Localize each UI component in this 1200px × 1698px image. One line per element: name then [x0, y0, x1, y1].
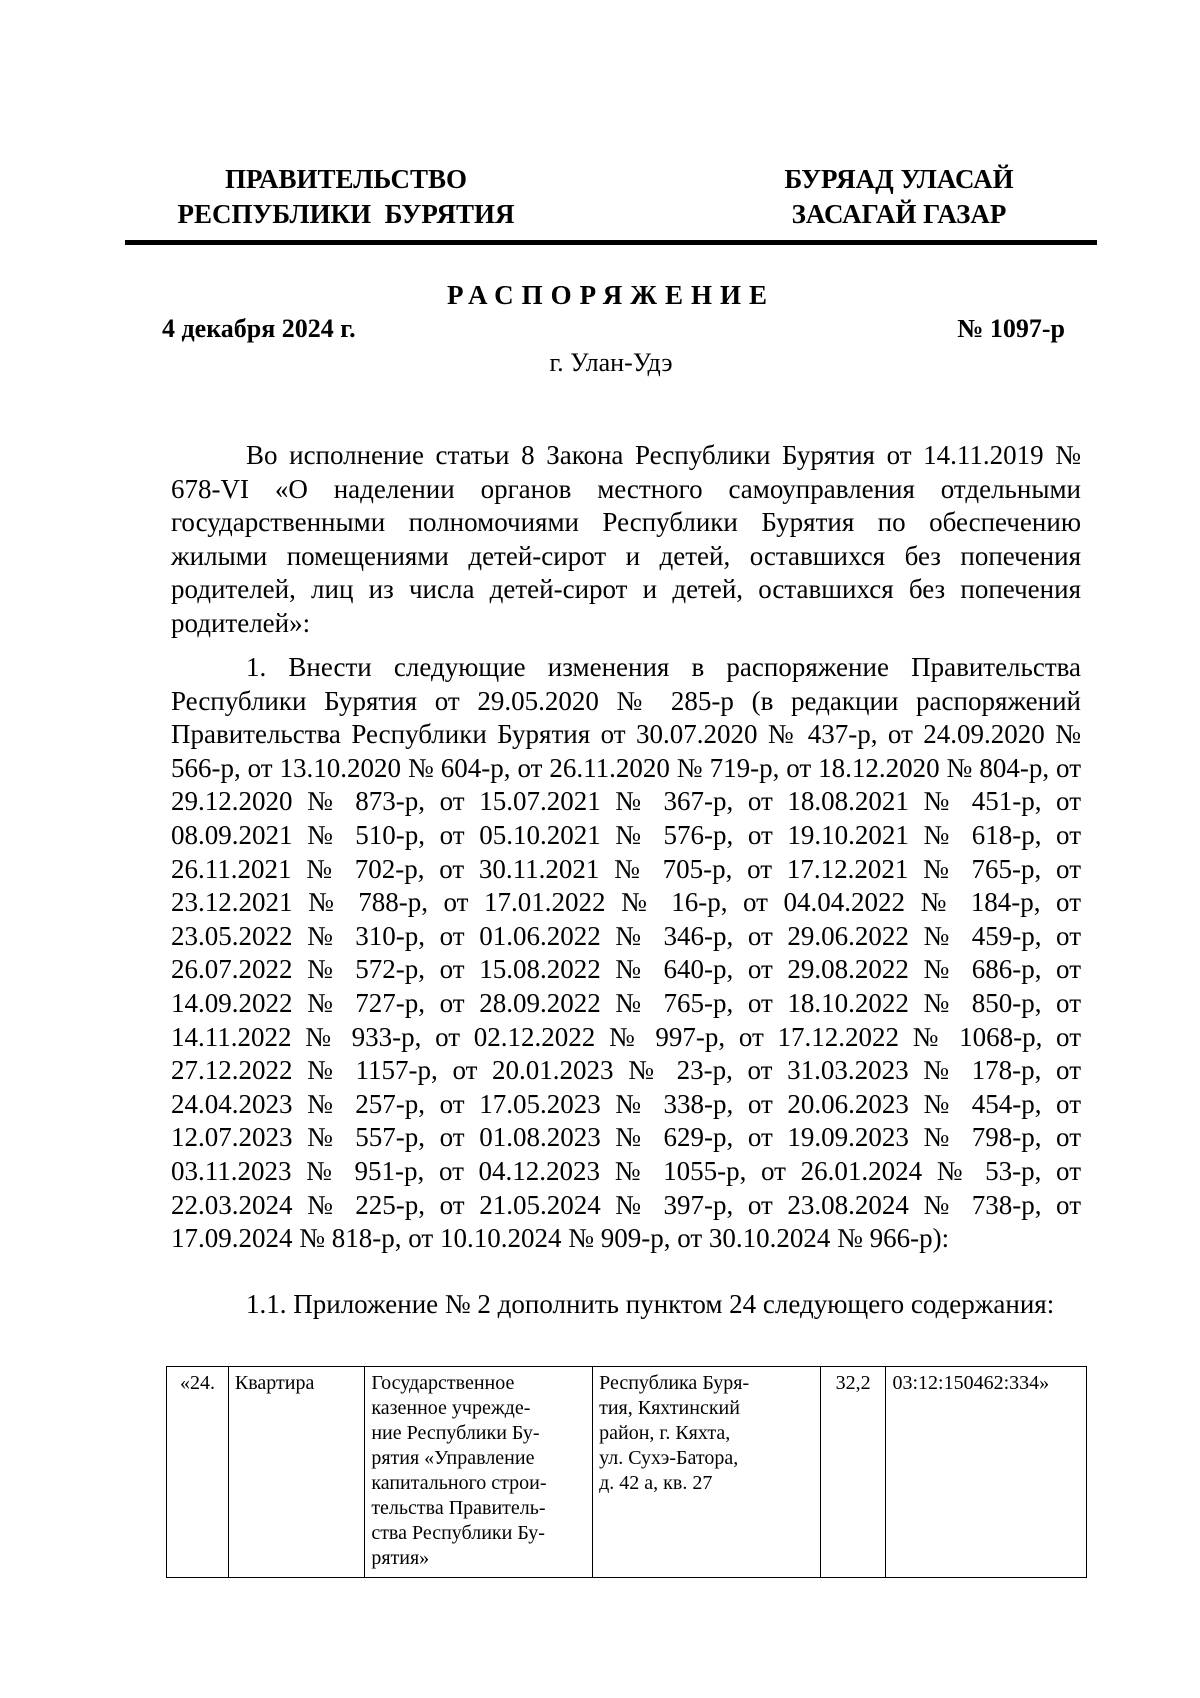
owner-line: капитального строи-	[371, 1472, 547, 1494]
document-city: г. Улан-Удэ	[549, 348, 673, 377]
owner-line: рятия»	[371, 1547, 430, 1569]
address-line: д. 42 а, кв. 27	[599, 1472, 713, 1494]
owner-line: рятия «Управление	[371, 1447, 535, 1469]
document-date: 4 декабря 2024 г.	[162, 314, 356, 343]
cell-type: Квартира	[228, 1367, 364, 1578]
cell-owner	[365, 1367, 593, 1578]
cell-number: «24.	[167, 1367, 229, 1578]
owner-line: ства Республики Бу-	[371, 1522, 545, 1544]
owner-line: тельства Правитель-	[371, 1497, 546, 1519]
cell-address	[593, 1367, 821, 1578]
document-title: РАСПОРЯЖЕНИЕ	[446, 280, 776, 310]
header-left-line2: РЕСПУБЛИКИ БУРЯТИЯ	[177, 199, 515, 229]
address-line: тия, Кяхтинский	[599, 1397, 740, 1419]
cell-area: 32,2	[820, 1367, 886, 1578]
header-divider	[125, 240, 1097, 245]
address-line: район, г. Кяхта,	[599, 1422, 731, 1444]
header-left	[158, 162, 534, 232]
header-right	[742, 162, 1056, 232]
header-right-line1: БУРЯАД УЛАСАЙ	[784, 164, 1014, 194]
item-1-paragraph: 1. Внести следующие изменения в распоряжение Правительства Республики Бурятия от 29.05.2020 № 285-р (в редакции распоряжений Правительства Республики Бурятия от 30.07.2020 № 437-р, от 24.09.2020 № 566-р, от 13.10.2020 № 604-р, от 26.11.2020 № 719-р, от 18.12.2020 № 804-р, от 29.12.2020 № 873-р, от 15.07.2021 № 367-р, от 18.08.2021 № 451-р, от 08.09.2021 № 510-р, от 05.10.2021 № 576-р, от 19.10.2021 № 618-р, от 26.11.2021 № 702-р, от 30.11.2021 № 705-р, от 17.12.2021 № 765-р, от 23.12.2021 № 788-р, от 17.01.2022 № 16-р, от 04.04.2022 № 184-р, от 23.05.2022 № 310-р, от 01.06.2022 № 346-р, от 29.06.2022 № 459-р, от 26.07.2022 № 572-р, от 15.08.2022 № 640-р, от 29.08.2022 № 686-р, от 14.09.2022 № 727-р, от 28.09.2022 № 765-р, от 18.10.2022 № 850-р, от 14.11.2022 № 933-р, от 02.12.2022 № 997-р, от 17.12.2022 № 1068-р, от 27.12.2022 № 1157-р, от 20.01.2023 № 23-р, от 31.03.2023 № 178-р, от 24.04.2023 № 257-р, от 17.05.2023 № 338-р, от 20.06.2023 № 454-р, от 12.07.2023 № 557-р, от 01.08.2023 № 629-р, от 19.09.2023 № 798-р, от 03.11.2023 № 951-р, от 04.12.2023 № 1055-р, от 26.01.2024 № 53-р, от 22.03.2024 № 225-р, от 21.05.2024 № 397-р, от 23.08.2024 № 738-р, от 17.09.2024 № 818-р, от 10.10.2024 № 909-р, от 30.10.2024 № 966-р):	[171, 652, 1081, 1254]
item-1-1-paragraph: 1.1. Приложение № 2 дополнить пунктом 24 следующего содержания:	[246, 1289, 1055, 1319]
table-row	[167, 1367, 1087, 1578]
preamble-paragraph: Во исполнение статьи 8 Закона Республики Бурятия от 14.11.2019 № 678-VI «О наделении органов местного самоуправления отдельными государственными полномочиями Республики Бурятия по обеспечению жилыми помещениями детей-сирот и детей, оставшихся без попечения родителей, лиц из числа детей-сирот и детей, оставшихся без попечения родителей»:	[171, 440, 1081, 638]
appendix-table	[166, 1366, 1087, 1578]
cell-cadastral-number: 03:12:150462:334»	[886, 1367, 1087, 1578]
owner-line: казенное учрежде-	[371, 1397, 531, 1419]
owner-line: Государственное	[371, 1372, 515, 1394]
address-line: Республика Буря-	[599, 1372, 750, 1394]
header-right-line2: ЗАСАГАЙ ГАЗАР	[791, 199, 1007, 229]
owner-line: ние Республики Бу-	[371, 1422, 540, 1444]
document-number: № 1097-р	[957, 314, 1065, 343]
address-line: ул. Сухэ-Батора,	[599, 1447, 739, 1469]
header-left-line1: ПРАВИТЕЛЬСТВО	[224, 164, 468, 194]
